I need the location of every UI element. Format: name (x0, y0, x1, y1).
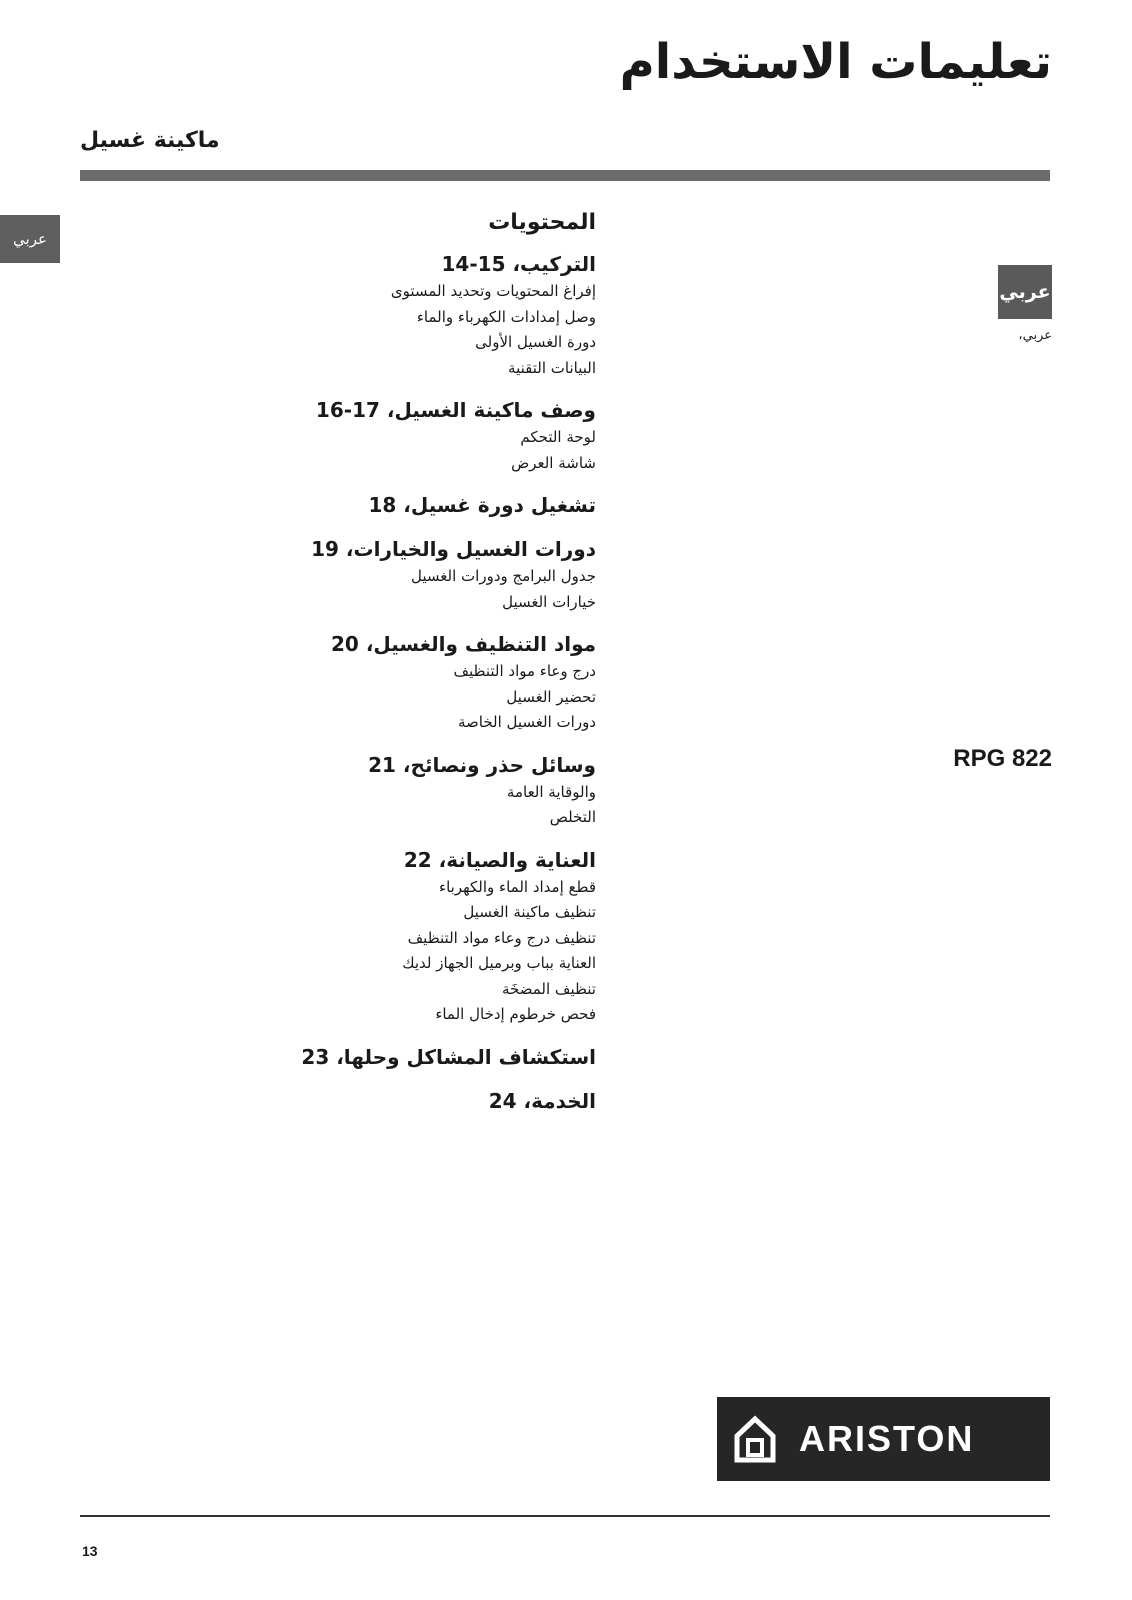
toc-item: شاشة العرض (511, 453, 596, 472)
language-caption: عربي، (1018, 328, 1052, 343)
toc-item: جدول البرامج ودورات الغسيل (411, 567, 596, 585)
toc-section (320, 750, 596, 831)
toc-item: تحضير الغسيل (506, 687, 596, 706)
page-subtitle: ماكينة غسيل (80, 128, 220, 153)
header-divider (80, 170, 1050, 181)
toc-title: المحتويات (488, 210, 596, 235)
toc-item: خيارات الغسيل (502, 592, 596, 611)
toc-item: تنظيف ماكينة الغسيل (463, 903, 596, 921)
toc-item: تنظيف درج وعاء مواد التنظيف (407, 928, 596, 947)
toc-section (320, 249, 596, 381)
house-icon (733, 1414, 777, 1464)
page-title: تعليمات الاستخدام (619, 34, 1052, 90)
toc-item: والوقاية العامة (506, 782, 596, 801)
toc-item: لوحة التحكم (520, 428, 596, 446)
toc-item: درج وعاء مواد التنظيف (453, 662, 596, 680)
toc-item: العناية بباب وبرميل الجهاز لديك (402, 954, 596, 972)
footer-divider (80, 1515, 1050, 1517)
toc-sections (301, 249, 596, 1116)
toc-section (315, 395, 596, 476)
page-number: 13 (82, 1543, 98, 1559)
toc-section-heading: وسائل حذر ونصائح، 21 (368, 752, 596, 777)
toc-section (320, 1086, 596, 1116)
toc-item: دورة الغسيل الأولى (475, 333, 596, 351)
toc-item: تنظيف المضخَة (502, 979, 596, 998)
toc-section-heading: تشغيل دورة غسيل، 18 (368, 493, 596, 517)
toc-section-heading: العناية والصيانة، 22 (403, 847, 596, 872)
toc-section (311, 534, 596, 615)
toc-section-heading: الخدمة، 24 (488, 1088, 596, 1113)
toc-section-heading: وصف ماكينة الغسيل، 17-16 (315, 398, 596, 422)
toc-item: وصل إمدادات الكهرباء والماء (416, 307, 596, 326)
toc-item: دورات الغسيل الخاصة (457, 713, 596, 731)
toc-section (320, 845, 596, 1028)
toc-section (301, 1042, 596, 1072)
toc-section-heading: استكشاف المشاكل وحلها، 23 (301, 1044, 596, 1069)
side-language-tab: عربي (0, 215, 60, 263)
toc-section-heading: مواد التنظيف والغسيل، 20 (331, 632, 596, 656)
toc-item: إفراغ المحتويات وتحديد المستوى (390, 282, 596, 300)
language-badge: عربي (998, 265, 1052, 319)
toc-item: التخلص (549, 808, 596, 826)
toc-section-heading: التركيب، 15-14 (441, 252, 596, 276)
toc-section (320, 629, 596, 736)
toc-item: البيانات التقنية (508, 358, 596, 377)
brand-name: ARISTON (799, 1418, 975, 1459)
toc-item: فحص خرطوم إدخال الماء (435, 1005, 596, 1023)
ariston-logo (717, 1397, 1050, 1481)
table-of-contents (301, 210, 596, 1130)
model-number: RPG 822 (953, 745, 1052, 772)
toc-section-heading: دورات الغسيل والخيارات، 19 (311, 537, 596, 561)
toc-section (320, 490, 596, 520)
toc-item: قطع إمداد الماء والكهرباء (439, 877, 596, 896)
